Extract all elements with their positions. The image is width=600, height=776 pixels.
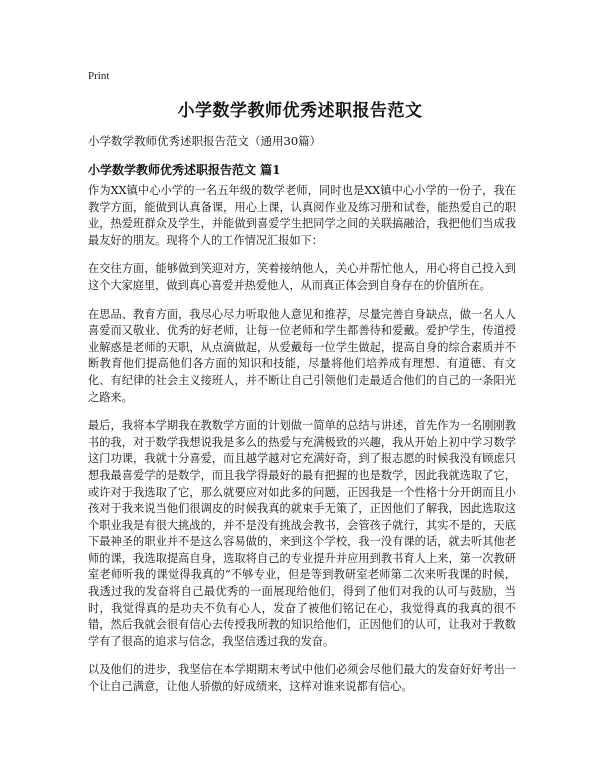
paragraph-5: 以及他们的进步，我坚信在本学期期末考试中他们必须会尽他们最大的发奋好好考出一个让自己满意，让他人骄傲的好成绩来，这样对谁来说都有信心。 bbox=[88, 663, 516, 694]
document-subtitle: 小学数学教师优秀述职报告范文（通用30篇） bbox=[88, 134, 322, 148]
paragraph-4: 最后，我将本学期我在教数学方面的计划做一简单的总结与讲述，首先作为一名刚刚教书的我，对于数学我想说我是多么的热爱与充满极致的兴趣，我从开始上初中学习数学这门功课，我就十分喜爱，而且越学越对它充满好奇，到了报志愿的时候我没有顾虑只想我最喜爱学的是数学，而且我学得最好的最有把握的也是数学，因此我就选取了它，或许对于我选取了它，那么就要应对如此多的问题，正因我是一个性格十分开朗而且小孩对于我来说当他们很调皮的时候我真的就束手无策了，正因他们了解我，因此选取这个职业我是有很大挑战的，并不是没有挑战会教书，会管孩子就行，其实不是的，天底下最神圣的职业并不是这么容易做的，来到这个学校，我一没有课的话，就去听其他老师的课，我选取提高自身，选取将自己的专业提升并应用到教书育人上来，第一次教研室老师听我的课觉得我真的“不够专业，但是等到教研室老师第二次来听我课的时候，我透过我的发奋将自己最优秀的一面展现给他们，得到了他们对我的认可与鼓励，当时，我觉得真的是功夫不负有心人，发奋了被他们铭记在心，我觉得真的我真的很不错，然后我就会很有信心去传授我所教的知识给他们，正因他们的认可，让我对于教数学有了很高的追求与信念，我坚信透过我的发奋。 bbox=[88, 419, 516, 648]
paragraph-2: 在交往方面，能够做到笑迎对方，笑着接纳他人，关心并帮忙他人，用心将自己投入到这个大家庭里，做到真心喜爱并热爱他人，从而真正体会到自身存在的价值所在。 bbox=[88, 262, 516, 292]
page-title: 小学数学教师优秀述职报告范文 bbox=[177, 101, 423, 121]
section-heading: 小学数学教师优秀述职报告范文 篇1 bbox=[88, 163, 281, 177]
document-body bbox=[88, 183, 516, 708]
paragraph-1: 作为XX镇中心小学的一名五年级的数学老师，同时也是XX镇中心小学的一份子，我在教学方面，能做到认真备课，用心上课，认真阅作业及练习册和试卷，能热爱自己的职业，热爱班群众及学生，并能做到喜爱学生把同学之间的关联搞融洽，我把他们当成我最友好的朋友。现将个人的工作情况汇报如下： bbox=[88, 184, 516, 247]
print-label: Print bbox=[88, 70, 110, 82]
paragraph-3: 在思品、教育方面，我尽心尽力听取他人意见和推荐，尽量完善自身缺点，做一名人人喜爱而又敬业、优秀的好老师，让每一位老师和学生都善待和爱戴。爱护学生，传道授业解惑是老师的天职，从点滴做起，从爱戴每一位学生做起，提高自身的综合素质并不断教育他们提高他们各方面的知识和技能，尽量将他们培养成有理想、有道德、有文化、有纪律的社会主义接班人，并不断让自己引领他们走最适合他们的自己的一条阳光之路来。 bbox=[88, 307, 516, 404]
